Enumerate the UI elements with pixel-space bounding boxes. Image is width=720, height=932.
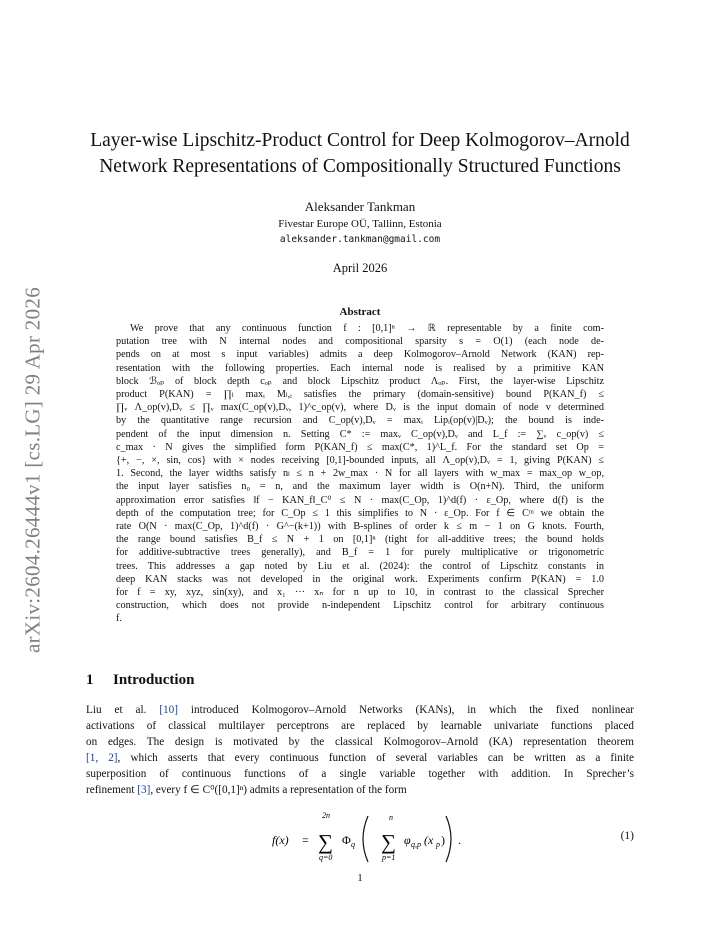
abstract-heading: Abstract	[339, 306, 381, 318]
abstract-line: deep KAN stacks was not developed in the original work. Experiments confirm P(KAN) = 1.0	[116, 573, 604, 585]
abstract-line: {+, −, ×, sin, cos} with × nodes receiving [0,1]-bounded inputs, all Λ_op(v),Dᵥ = 1, giving P(KAN) ≤	[116, 455, 604, 467]
abstract-line: for additive-subtractive trees generally), and B_f = 1 for purely multiplicative or trigonometric	[116, 547, 604, 559]
abstract-line: construction, which does not provide n-independent Lipschitz control for arbitrary continuous	[116, 600, 604, 612]
eq-equals: =	[302, 833, 309, 847]
author-name: Aleksander Tankman	[304, 199, 416, 214]
eq-outer-sum-upper: 2n	[322, 811, 330, 820]
section-heading	[86, 670, 194, 690]
abstract-line: pendent of the input dimension n. Setting C* := maxᵥ C_op(v),Dᵥ and L_f := ∑ᵥ c_op(v) ≤	[116, 428, 604, 440]
intro-line	[86, 734, 634, 750]
eq-outer-index: q	[351, 840, 355, 849]
equation-1	[86, 808, 634, 872]
section-number: 1	[86, 672, 94, 688]
eq-right-paren	[446, 816, 451, 862]
intro-text: Liu et al.	[86, 704, 160, 716]
intro-line	[86, 750, 634, 766]
intro-text: on edges. The design is motivated by the classical Kolmogorov–Arnold (KA) representation theorem	[86, 736, 634, 749]
abstract-line: approximation error satisfies ‖f − KAN_f‖_C⁰ ≤ N · max(C_Op, 1)^d(f) · ε_Op, where d(f) is the	[116, 494, 604, 506]
page-number: 1	[357, 872, 363, 884]
introduction-paragraph	[86, 702, 634, 799]
eq-inner-sum-lower: p=1	[382, 853, 396, 862]
publication-date: April 2026	[332, 261, 388, 275]
eq-period: .	[458, 833, 461, 847]
abstract-line: the range bound satisfies B_f ≤ N + 1 on [0,1]ⁿ (tight for all-additive trees; the bound holds	[116, 534, 604, 546]
intro-line	[86, 782, 634, 798]
eq-outer-sum-sign: ∑	[318, 830, 333, 854]
eq-inner-arg-close: )	[441, 833, 445, 847]
section-title: Introduction	[113, 672, 195, 688]
eq-lhs: f(x)	[272, 833, 289, 847]
arxiv-identifier: arXiv:2604.26444v1 [cs.LG] 29 Apr 2026	[20, 286, 45, 654]
intro-line	[86, 702, 634, 718]
abstract-body	[116, 322, 604, 626]
intro-text: , which asserts that every continuous function of several variables can be written as a finite	[117, 752, 634, 765]
abstract-line: the input layer satisfies n₀ = n, and the maximum layer width is O(n+N). Third, the uniform	[116, 481, 604, 493]
abstract-line: f.	[116, 613, 122, 625]
abstract-line: We prove that any continuous function f : [0,1]ⁿ → ℝ representable by a finite com-	[130, 323, 604, 334]
intro-text: , every f ∈ C⁰([0,1]ⁿ) admits a representation of the form	[150, 784, 407, 797]
eq-inner-arg-index: p	[436, 840, 440, 849]
eq-inner-function: φ	[404, 833, 411, 847]
intro-text: refinement	[86, 784, 138, 797]
intro-text: superposition of continuous functions of a single variable together with addition. In Sprecher’s	[86, 768, 634, 781]
eq-outer-function: Φ	[342, 833, 351, 847]
abstract-line: rate O(N · max(C_Op, 1)^d(f) · G^−(k+1)) with B-splines of order k ≤ m − 1 on G knots. Fourth,	[116, 521, 604, 533]
abstract-line: 1. Second, the layer widths satisfy nₗ ≤ n + 2w_max · N for all layers with w_max = max_op w_op,	[116, 468, 604, 480]
title-line-2: Network Representations of Compositionally Structured Functions	[99, 156, 621, 177]
author-affiliation: Fivestar Europe OÜ, Tallinn, Estonia	[278, 218, 442, 230]
abstract-line: trees. This addresses a gap noted by Liu et al. (2024): the control of Lipschitz constants in	[116, 560, 604, 572]
equation-number: (1)	[620, 830, 634, 842]
citation-link[interactable]: [1, 2]	[86, 752, 118, 765]
abstract-line: putation tree with N internal nodes and compositional sparsity s = O(1) (each node de-	[116, 336, 604, 348]
abstract-line: depth of the computation tree; for C_Op ≤ 1 this simplifies to N · ε_Op. For f ∈ Cᵐ we obtain the	[116, 507, 604, 519]
citation-link[interactable]: [3]	[137, 784, 151, 797]
paper-title	[70, 128, 650, 180]
intro-line	[86, 766, 634, 782]
eq-inner-sum-sign: ∑	[381, 830, 396, 854]
citation-link[interactable]: [10]	[159, 704, 178, 716]
eq-left-paren	[363, 816, 368, 862]
abstract-line: resentation with the following properties. Each internal node is realised by a primitive KAN	[116, 362, 604, 374]
intro-text: introduced Kolmogorov–Arnold Networks (KANs), in which the fixed nonlinear	[177, 704, 634, 716]
title-line-1: Layer-wise Lipschitz-Product Control for Deep Kolmogorov–Arnold	[90, 130, 630, 151]
abstract-line: by the quantitative range recursion and C_op(v),Dᵥ = maxᵢ Lipᵢ(op(v)|Dᵥ); the bound is inde-	[116, 415, 604, 427]
author-email: aleksander.tankman@gmail.com	[279, 234, 441, 245]
abstract-line: pends on at most s input variables) admits a deep Kolmogorov–Arnold Network (KAN) rep-	[116, 349, 604, 361]
equation-svg	[86, 808, 634, 872]
abstract-line: ∏ᵥ Λ_op(v),Dᵥ ≤ ∏ᵥ max(C_op(v),Dᵥ, 1)^c_op(v), where Dᵥ is the input domain of node v determined	[116, 402, 604, 414]
eq-outer-sum-lower: q=0	[319, 853, 333, 862]
abstract-line: for f = xy, xyz, sin(xy), and x₁ ··· xₙ for n up to 10, in contrast to the classical Sprecher	[116, 587, 604, 599]
abstract-line: c_max · N gives the simplified form P(KAN_f) ≤ max(C*, 1)^L_f. For the standard set Op =	[116, 441, 604, 453]
eq-inner-sum-upper: n	[389, 813, 393, 822]
intro-line	[86, 718, 634, 734]
abstract-line: product P(KAN) = ∏ₗ maxᵢ Mₗ,ᵢ satisfies the primary (domain-sensitive) bound P(KAN_f) ≤	[116, 389, 604, 401]
arxiv-identifier-sidebar	[20, 260, 46, 680]
abstract-line: block ℬₒₚ of block depth cₒₚ and block Lipschitz product Λₒₚ. First, the layer-wise Lipschitz	[116, 375, 604, 387]
eq-inner-arg: (x	[424, 833, 434, 847]
intro-text: activations of classical multilayer perceptrons are replaced by learnable univariate functions placed	[86, 720, 634, 733]
eq-inner-index: q,p	[411, 840, 421, 849]
